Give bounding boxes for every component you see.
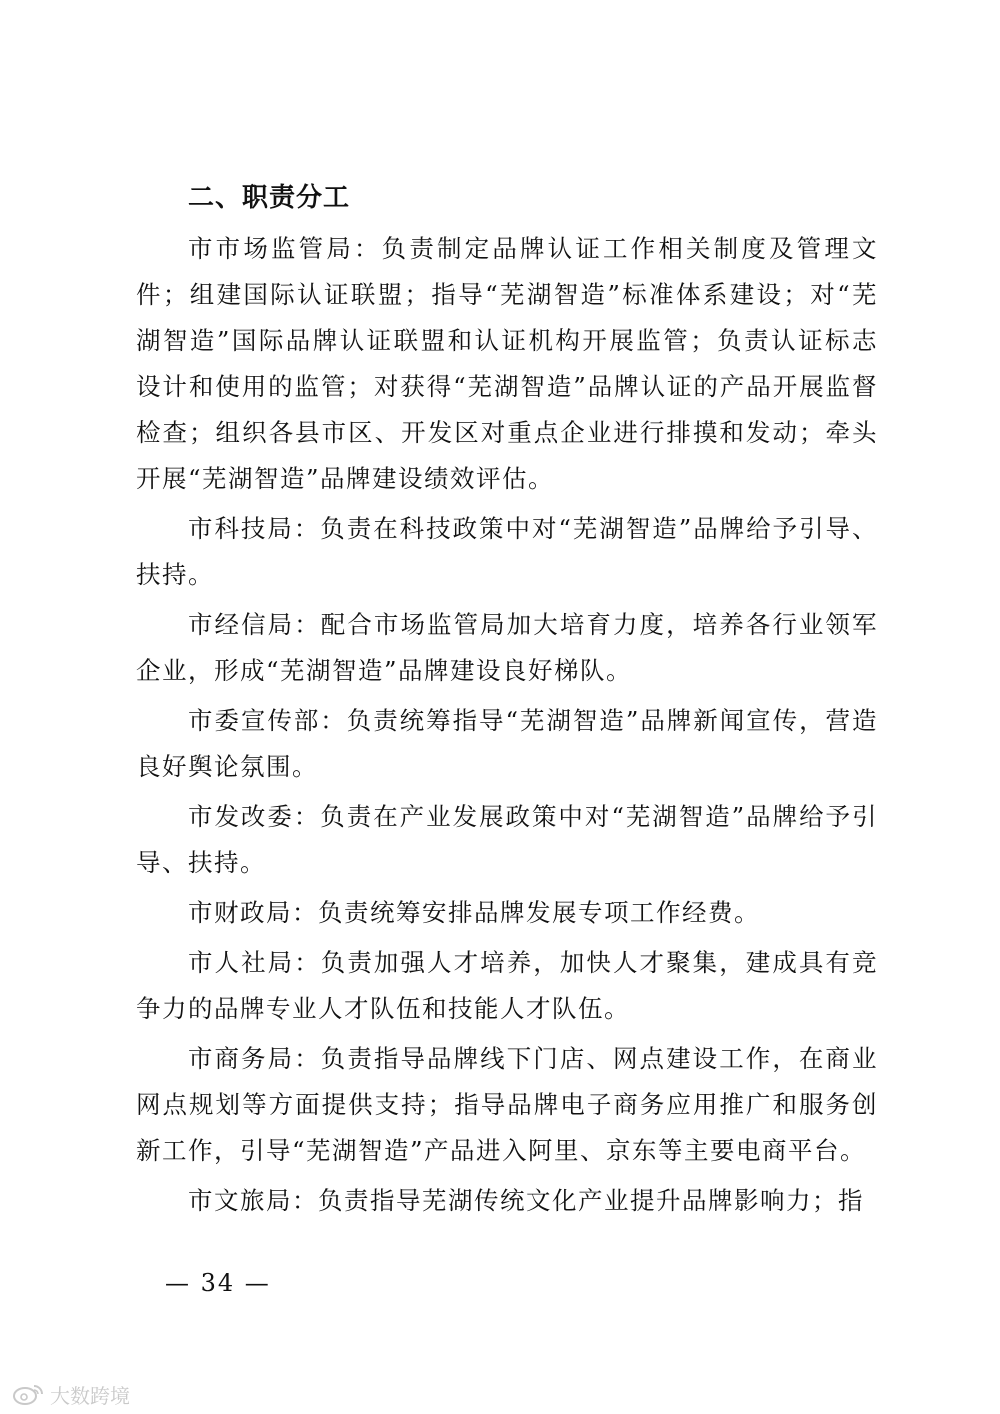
weibo-style-logo-icon — [12, 1382, 46, 1406]
paragraph-finance: 市财政局：负责统筹安排品牌发展专项工作经费。 — [188, 898, 760, 927]
paragraph-human-resources: 市人社局：负责加强人才培养，加快人才聚集，建成具有竞争力的品牌专业人才队伍和技能人才队伍。 — [136, 948, 878, 1023]
body-text — [136, 226, 878, 1228]
watermark — [12, 1380, 130, 1408]
page-number: — 34 — — [165, 1269, 271, 1297]
paragraph-market-supervision: 市市场监管局：负责制定品牌认证工作相关制度及管理文件；组建国际认证联盟；指导“芜湖智造”标准体系建设；对“芜湖智造”国际品牌认证联盟和认证机构开展监管；负责认证标志设计和使用的监管；对获得“芜湖智造”品牌认证的产品开展监督检查；组织各县市区、开发区对重点企业进行排摸和发动；牵头开展“芜湖智造”品牌建设绩效评估。 — [136, 234, 878, 493]
paragraph-culture-tourism: 市文旅局：负责指导芜湖传统文化产业提升品牌影响力；指 — [188, 1186, 864, 1215]
paragraph-science-technology: 市科技局：负责在科技政策中对“芜湖智造”品牌给予引导、扶持。 — [136, 514, 878, 589]
paragraph-publicity-department: 市委宣传部：负责统筹指导“芜湖智造”品牌新闻宣传，营造良好舆论氛围。 — [136, 706, 878, 781]
paragraph-commerce: 市商务局：负责指导品牌线下门店、网点建设工作，在商业网点规划等方面提供支持；指导品牌电子商务应用推广和服务创新工作，引导“芜湖智造”产品进入阿里、京东等主要电商平台。 — [136, 1044, 878, 1165]
paragraph-development-reform: 市发改委：负责在产业发展政策中对“芜湖智造”品牌给予引导、扶持。 — [136, 802, 878, 877]
paragraph-economy-information: 市经信局：配合市场监管局加大培育力度，培养各行业领军企业，形成“芜湖智造”品牌建设良好梯队。 — [136, 610, 878, 685]
section-heading: 二、职责分工 — [188, 183, 351, 213]
watermark-text: 大数跨境 — [50, 1383, 130, 1408]
